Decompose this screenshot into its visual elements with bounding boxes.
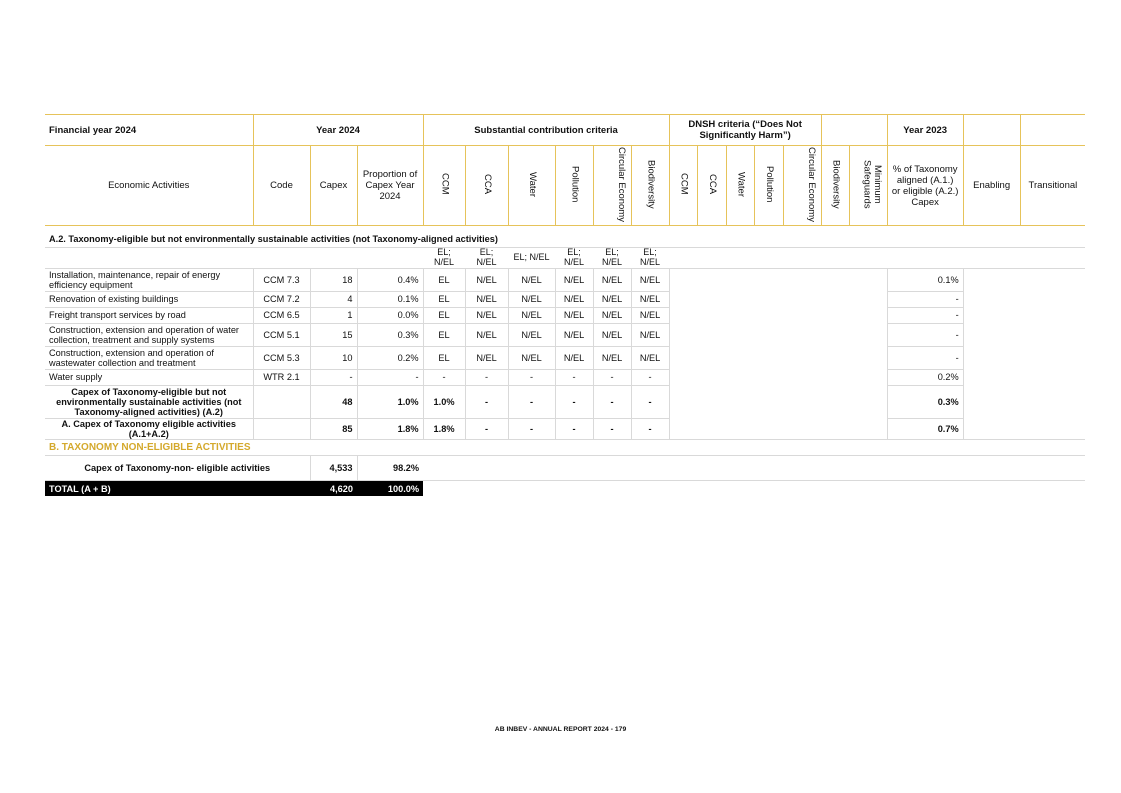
biodiversity-cell: N/EL — [631, 324, 669, 347]
year-2023-cell: 0.2% — [887, 370, 963, 386]
el-label: EL; N/EL — [593, 248, 631, 269]
proportion-cell: 0.4% — [357, 269, 423, 292]
pollution-cell: N/EL — [555, 308, 593, 324]
subtotal-a2-capex: 48 — [310, 386, 357, 419]
pollution-cell: N/EL — [555, 347, 593, 370]
proportion-cell: 0.1% — [357, 292, 423, 308]
section-b-title: B. TAXONOMY NON-ELIGIBLE ACTIVITIES — [45, 440, 1085, 456]
total-a-label: A. Capex of Taxonomy eligible activities (A.1+A.2) — [45, 419, 253, 440]
cca-cell: N/EL — [465, 269, 508, 292]
year-2023-cell: 0.1% — [887, 269, 963, 292]
col-pct-2023: % of Taxonomy aligned (A.1.) or eligible (A.2.) Capex — [887, 146, 963, 226]
ccm-cell: EL — [423, 324, 465, 347]
header-dnsh-criteria: DNSH criteria (“Does Not Significantly Harm”) — [669, 115, 821, 146]
total-a-ccm: 1.8% — [423, 419, 465, 440]
code-cell: CCM 5.3 — [253, 347, 310, 370]
biodiversity-cell: - — [631, 370, 669, 386]
col-dnsh-biodiversity-label: Biodiversity — [830, 159, 842, 209]
pollution-cell: N/EL — [555, 324, 593, 347]
table-row — [45, 347, 1085, 370]
el-label: EL; N/EL — [555, 248, 593, 269]
col-sc-circular — [593, 146, 631, 226]
pollution-cell: - — [555, 370, 593, 386]
el-label: EL; N/EL — [423, 248, 465, 269]
total-a-proportion: 1.8% — [357, 419, 423, 440]
col-dnsh-circular-label: Circular Economy — [806, 146, 818, 222]
header-empty-transitional — [1020, 115, 1085, 146]
cca-cell: N/EL — [465, 308, 508, 324]
section-b-row — [45, 440, 1085, 456]
non-eligible-row — [45, 456, 1085, 481]
el-label: EL; N/EL — [631, 248, 669, 269]
taxonomy-capex-table — [45, 114, 1085, 496]
non-eligible-proportion: 98.2% — [357, 456, 423, 481]
col-dnsh-biodiversity — [821, 146, 849, 226]
col-dnsh-cca-label: CCA — [706, 173, 718, 195]
col-dnsh-pollution-label: Pollution — [763, 165, 775, 203]
capex-cell: 1 — [310, 308, 357, 324]
capex-cell: 18 — [310, 269, 357, 292]
capex-cell: 15 — [310, 324, 357, 347]
col-dnsh-ccm — [669, 146, 697, 226]
activity-cell: Water supply — [45, 370, 253, 386]
capex-cell: - — [310, 370, 357, 386]
biodiversity-cell: N/EL — [631, 292, 669, 308]
subtotal-a2-ccm: 1.0% — [423, 386, 465, 419]
col-dnsh-water-label: Water — [735, 171, 747, 197]
cca-cell: - — [465, 370, 508, 386]
col-capex: Capex — [310, 146, 357, 226]
ccm-cell: EL — [423, 292, 465, 308]
circular-cell: N/EL — [593, 347, 631, 370]
col-transitional: Transitional — [1020, 146, 1085, 226]
water-cell: N/EL — [508, 324, 555, 347]
col-sc-ccm-label: CCM — [439, 173, 451, 195]
el-label-row — [45, 248, 1085, 269]
code-cell: CCM 6.5 — [253, 308, 310, 324]
water-cell: - — [508, 370, 555, 386]
col-sc-biodiversity — [631, 146, 669, 226]
year-2023-cell: - — [887, 324, 963, 347]
water-cell: N/EL — [508, 292, 555, 308]
total-a-cca: - — [465, 419, 508, 440]
proportion-cell: - — [357, 370, 423, 386]
capex-cell: 10 — [310, 347, 357, 370]
col-sc-water — [508, 146, 555, 226]
table-row — [45, 269, 1085, 292]
table-row — [45, 292, 1085, 308]
pollution-cell: N/EL — [555, 269, 593, 292]
total-a-year-2023: 0.7% — [887, 419, 963, 440]
table-row — [45, 324, 1085, 347]
section-a2-title: A.2. Taxonomy-eligible but not environmentally sustainable activities (not Taxonomy-aligned activities) — [45, 226, 1085, 248]
subtotal-a2-pollution: - — [555, 386, 593, 419]
col-dnsh-ccm-label: CCM — [678, 173, 690, 195]
total-a-capex: 85 — [310, 419, 357, 440]
header-empty-enabling — [963, 115, 1020, 146]
col-dnsh-pollution — [754, 146, 783, 226]
subtotal-a2-water: - — [508, 386, 555, 419]
col-minimum-safeguards-label: Minimum Safeguards — [861, 159, 884, 209]
col-sc-pollution-label: Pollution — [569, 165, 581, 203]
year-2023-cell: - — [887, 292, 963, 308]
year-2023-cell: - — [887, 347, 963, 370]
code-cell: CCM 7.2 — [253, 292, 310, 308]
circular-cell: N/EL — [593, 292, 631, 308]
activity-cell: Renovation of existing buildings — [45, 292, 253, 308]
total-row — [45, 481, 1085, 497]
activity-cell: Construction, extension and operation of water collection, treatment and supply systems — [45, 324, 253, 347]
page-footer: AB INBEV - ANNUAL REPORT 2024 - 179 — [494, 726, 627, 733]
header-year-2024: Year 2024 — [253, 115, 423, 146]
subtotal-a2-biodiversity: - — [631, 386, 669, 419]
cca-cell: N/EL — [465, 347, 508, 370]
section-a2-row — [45, 226, 1085, 248]
proportion-cell: 0.3% — [357, 324, 423, 347]
cca-cell: N/EL — [465, 292, 508, 308]
circular-cell: N/EL — [593, 324, 631, 347]
water-cell: N/EL — [508, 308, 555, 324]
subtotal-a2-label: Capex of Taxonomy-eligible but not environmentally sustainable activities (not Taxonomy-aligned activities) (A.2) — [45, 386, 253, 419]
col-proportion: Proportion of Capex Year 2024 — [357, 146, 423, 226]
table-row — [45, 370, 1085, 386]
col-sc-biodiversity-label: Biodiversity — [645, 159, 657, 209]
subtotal-a2-circular: - — [593, 386, 631, 419]
total-a-biodiversity: - — [631, 419, 669, 440]
water-cell: N/EL — [508, 347, 555, 370]
col-code: Code — [253, 146, 310, 226]
total-a-pollution: - — [555, 419, 593, 440]
cca-cell: N/EL — [465, 324, 508, 347]
activity-cell: Freight transport services by road — [45, 308, 253, 324]
header-empty — [821, 115, 887, 146]
ccm-cell: EL — [423, 269, 465, 292]
col-enabling: Enabling — [963, 146, 1020, 226]
taxonomy-capex-table-container — [45, 114, 1085, 496]
ccm-cell: EL — [423, 347, 465, 370]
biodiversity-cell: N/EL — [631, 269, 669, 292]
total-label: TOTAL (A + B) — [45, 481, 310, 497]
ccm-cell: - — [423, 370, 465, 386]
el-label: EL; N/EL — [508, 248, 555, 269]
header-row-groups — [45, 115, 1085, 146]
table-row — [45, 308, 1085, 324]
header-year-2023: Year 2023 — [887, 115, 963, 146]
subtotal-a2-proportion: 1.0% — [357, 386, 423, 419]
ccm-cell: EL — [423, 308, 465, 324]
proportion-cell: 0.2% — [357, 347, 423, 370]
subtotal-a2-year-2023: 0.3% — [887, 386, 963, 419]
total-capex: 4,620 — [310, 481, 357, 497]
biodiversity-cell: N/EL — [631, 347, 669, 370]
code-cell: CCM 7.3 — [253, 269, 310, 292]
subtotal-a2-cca: - — [465, 386, 508, 419]
col-dnsh-circular — [783, 146, 821, 226]
total-proportion: 100.0% — [357, 481, 423, 497]
total-a-water: - — [508, 419, 555, 440]
col-sc-cca — [465, 146, 508, 226]
capex-cell: 4 — [310, 292, 357, 308]
el-label: EL; N/EL — [465, 248, 508, 269]
water-cell: N/EL — [508, 269, 555, 292]
circular-cell: - — [593, 370, 631, 386]
total-a-row — [45, 419, 1085, 440]
col-sc-cca-label: CCA — [481, 173, 493, 195]
circular-cell: N/EL — [593, 269, 631, 292]
pollution-cell: N/EL — [555, 292, 593, 308]
header-substantial-criteria: Substantial contribution criteria — [423, 115, 669, 146]
code-cell: WTR 2.1 — [253, 370, 310, 386]
code-cell: CCM 5.1 — [253, 324, 310, 347]
non-eligible-label: Capex of Taxonomy-non- eligible activities — [45, 456, 310, 481]
subtotal-a2-row — [45, 386, 1085, 419]
col-sc-ccm — [423, 146, 465, 226]
col-sc-pollution — [555, 146, 593, 226]
header-row-columns — [45, 146, 1085, 226]
circular-cell: N/EL — [593, 308, 631, 324]
total-a-circular: - — [593, 419, 631, 440]
biodiversity-cell: N/EL — [631, 308, 669, 324]
activity-cell: Construction, extension and operation of wastewater collection and treatment — [45, 347, 253, 370]
year-2023-cell: - — [887, 308, 963, 324]
non-eligible-capex: 4,533 — [310, 456, 357, 481]
header-financial-year: Financial year 2024 — [45, 115, 253, 146]
col-dnsh-water — [726, 146, 754, 226]
col-sc-water-label: Water — [526, 171, 538, 197]
col-sc-circular-label: Circular Economy — [616, 146, 628, 222]
proportion-cell: 0.0% — [357, 308, 423, 324]
col-dnsh-cca — [697, 146, 726, 226]
col-economic-activities: Economic Activities — [45, 146, 253, 226]
col-minimum-safeguards — [849, 146, 887, 226]
activity-cell: Installation, maintenance, repair of energy efficiency equipment — [45, 269, 253, 292]
